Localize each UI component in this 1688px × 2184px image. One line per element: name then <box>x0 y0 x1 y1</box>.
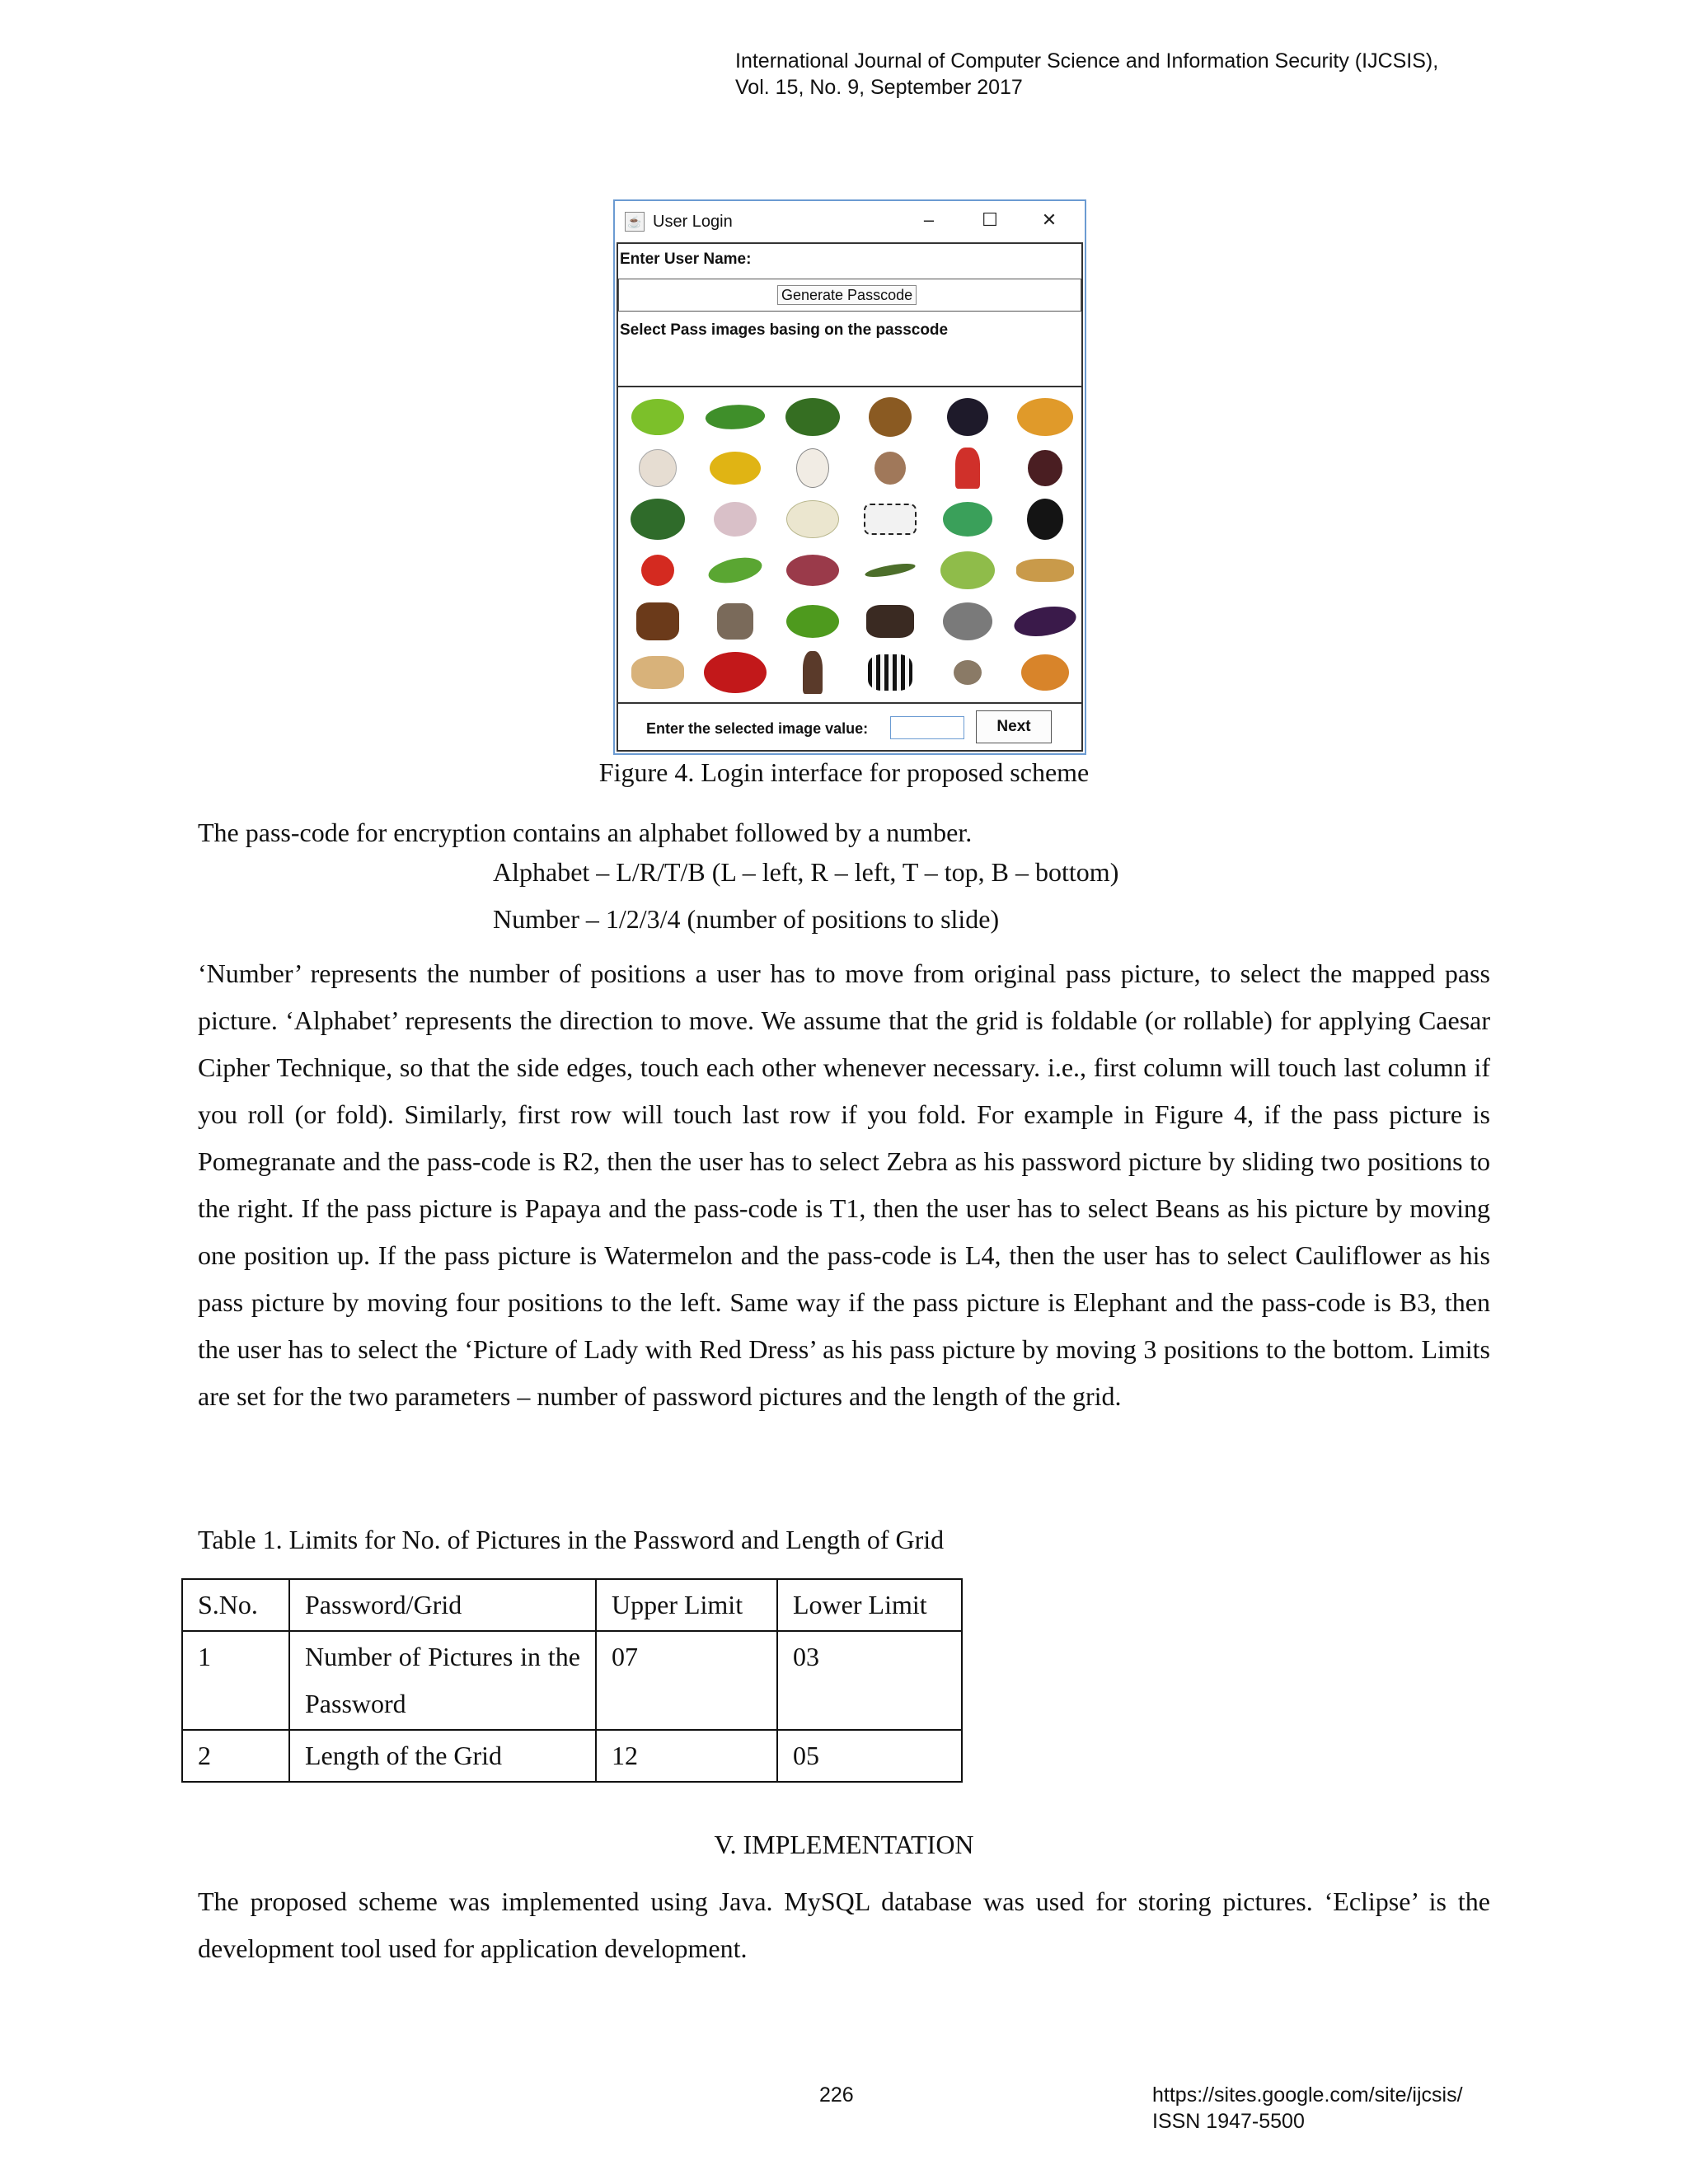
sparrow-image[interactable] <box>931 649 1004 696</box>
papaya-image[interactable] <box>699 445 771 491</box>
java-cup-icon: ☕ <box>625 212 645 232</box>
table-cell: 07 <box>596 1631 777 1730</box>
selected-value-input[interactable] <box>890 716 964 739</box>
woman-image[interactable] <box>776 649 849 696</box>
cabbage-image[interactable] <box>931 547 1004 593</box>
donkey-image[interactable] <box>699 598 771 644</box>
lizard-image[interactable] <box>854 547 926 593</box>
horse-image[interactable] <box>621 598 694 644</box>
pigeon-image[interactable] <box>854 445 926 491</box>
lion-image[interactable] <box>854 394 926 440</box>
sweet-potato-image[interactable] <box>776 547 849 593</box>
limits-table <box>181 1578 963 1783</box>
table-row <box>182 1631 962 1730</box>
blackberries-image[interactable] <box>931 394 1004 440</box>
user-login-window <box>613 199 1086 755</box>
maximize-icon[interactable]: ☐ <box>982 209 998 230</box>
watermelon-image[interactable] <box>621 496 694 542</box>
figure-caption: Figure 4. Login interface for proposed scheme <box>598 757 1090 787</box>
pomegranate-image[interactable] <box>699 649 771 696</box>
cauliflower-image[interactable] <box>776 496 849 542</box>
pumpkin-image[interactable] <box>1009 394 1081 440</box>
lady-red-dress-image[interactable] <box>931 445 1004 491</box>
eggplant-image[interactable] <box>1009 598 1081 644</box>
close-icon[interactable]: ✕ <box>1041 209 1057 230</box>
journal-header-line1: International Journal of Computer Science and Information Security (IJCSIS), <box>735 49 1439 73</box>
generate-passcode-button[interactable]: Generate Passcode <box>777 285 917 305</box>
number-line: Number – 1/2/3/4 (number of positions to slide) <box>493 904 1000 934</box>
body-paragraph: ‘Number’ represents the number of positions a user has to move from original pass picture, to select the mapped pass picture. ‘Alphabet’ represents the direction to move. We assume that the grid is foldable (or rollable) for applying Caesar Cipher Technique, so that the side edges, touch each other whenever necessary. i.e., first column will touch last column if you roll (or fold). Similarly, first row will touch last row if you fold. For example in Figure 4, if the pass picture is Pomegranate and the pass-code is R2, then the user has to select Zebra as his password picture by sliding two positions to the right. If the pass picture is Papaya and the pass-code is T1, then the user has to select Beans as his picture by moving one position up. If the pass picture is Watermelon and the pass-code is L4, then the user has to select Cauliflower as his pass picture by moving four positions to the left. Same way if the pass picture is Elephant and the pass-code is B3, then the user has to select the ‘Picture of Lady with Red Dress’ as his pass picture by moving 3 positions to the bottom. Limits are set for the two parameters – number of password pictures and the length of the grid. <box>198 958 1490 1411</box>
section-body: The proposed scheme was implemented using Java. MySQL database was used for storing pictures. ‘Eclipse’ is the development tool used for application development. <box>198 1886 1490 1963</box>
table-cell: 03 <box>777 1631 962 1730</box>
terrier-dog-image[interactable] <box>621 445 694 491</box>
elephant-image[interactable] <box>931 598 1004 644</box>
intro-text: The pass-code for encryption contains an alphabet followed by a number. <box>198 818 973 847</box>
table-cell: Length of the Grid <box>289 1730 596 1782</box>
window-title: User Login <box>653 213 733 231</box>
cat-image[interactable] <box>699 496 771 542</box>
select-images-label: Select Pass images basing on the passcode <box>620 321 949 339</box>
table-header-cell: Password/Grid <box>289 1579 596 1631</box>
zebra-image[interactable] <box>854 649 926 696</box>
table-cell: 12 <box>596 1730 777 1782</box>
leopard-image[interactable] <box>1009 547 1081 593</box>
journal-header-line2: Vol. 15, No. 9, September 2017 <box>735 76 1023 99</box>
black-dog-image[interactable] <box>1009 496 1081 542</box>
generate-row <box>618 279 1081 312</box>
section-title: V. IMPLEMENTATION <box>714 1830 974 1859</box>
table-cell: Number of Pictures in the Password <box>289 1631 596 1730</box>
next-button[interactable]: Next <box>976 710 1052 743</box>
broccoli-image[interactable] <box>776 394 849 440</box>
username-label: Enter User Name: <box>620 251 752 268</box>
journal-header <box>735 48 1438 101</box>
footer-url-link[interactable]: https://sites.google.com/site/ijcsis/ <box>1152 2083 1463 2107</box>
table-header-cell: Lower Limit <box>777 1579 962 1631</box>
login-panel <box>617 242 1083 752</box>
frog-hat-image[interactable] <box>931 496 1004 542</box>
pass-image-grid <box>621 394 1080 696</box>
lime-image[interactable] <box>621 394 694 440</box>
footer-issn: ISSN 1947-5500 <box>1152 2110 1305 2133</box>
table-caption: Table 1. Limits for No. of Pictures in the Password and Length of Grid <box>198 1525 945 1554</box>
apple-image[interactable] <box>621 547 694 593</box>
window-titlebar <box>615 201 1085 242</box>
beans-image[interactable] <box>699 394 771 440</box>
footer-url <box>1152 2082 1463 2135</box>
cow-image[interactable] <box>854 496 926 542</box>
lime-pair-image[interactable] <box>776 598 849 644</box>
page-number: 226 <box>819 2083 854 2107</box>
alphabet-line: Alphabet – L/R/T/B (L – left, R – left, T – top, B – bottom) <box>493 857 1119 887</box>
dates-image[interactable] <box>1009 445 1081 491</box>
okra-image[interactable] <box>699 547 771 593</box>
table-cell: 2 <box>182 1730 289 1782</box>
table-row <box>182 1730 962 1782</box>
goat-image[interactable] <box>854 598 926 644</box>
grid-divider-bottom <box>618 702 1081 704</box>
hen-image[interactable] <box>1009 649 1081 696</box>
small-dog-image[interactable] <box>776 445 849 491</box>
ginger-image[interactable] <box>621 649 694 696</box>
table-header-cell: Upper Limit <box>596 1579 777 1631</box>
selected-value-label: Enter the selected image value: <box>646 720 869 737</box>
table-header-cell: S.No. <box>182 1579 289 1631</box>
minimize-icon[interactable]: – <box>923 209 935 230</box>
table-cell: 05 <box>777 1730 962 1782</box>
table-cell: 1 <box>182 1631 289 1730</box>
table-header-row <box>182 1579 962 1631</box>
grid-divider-top <box>618 386 1081 387</box>
